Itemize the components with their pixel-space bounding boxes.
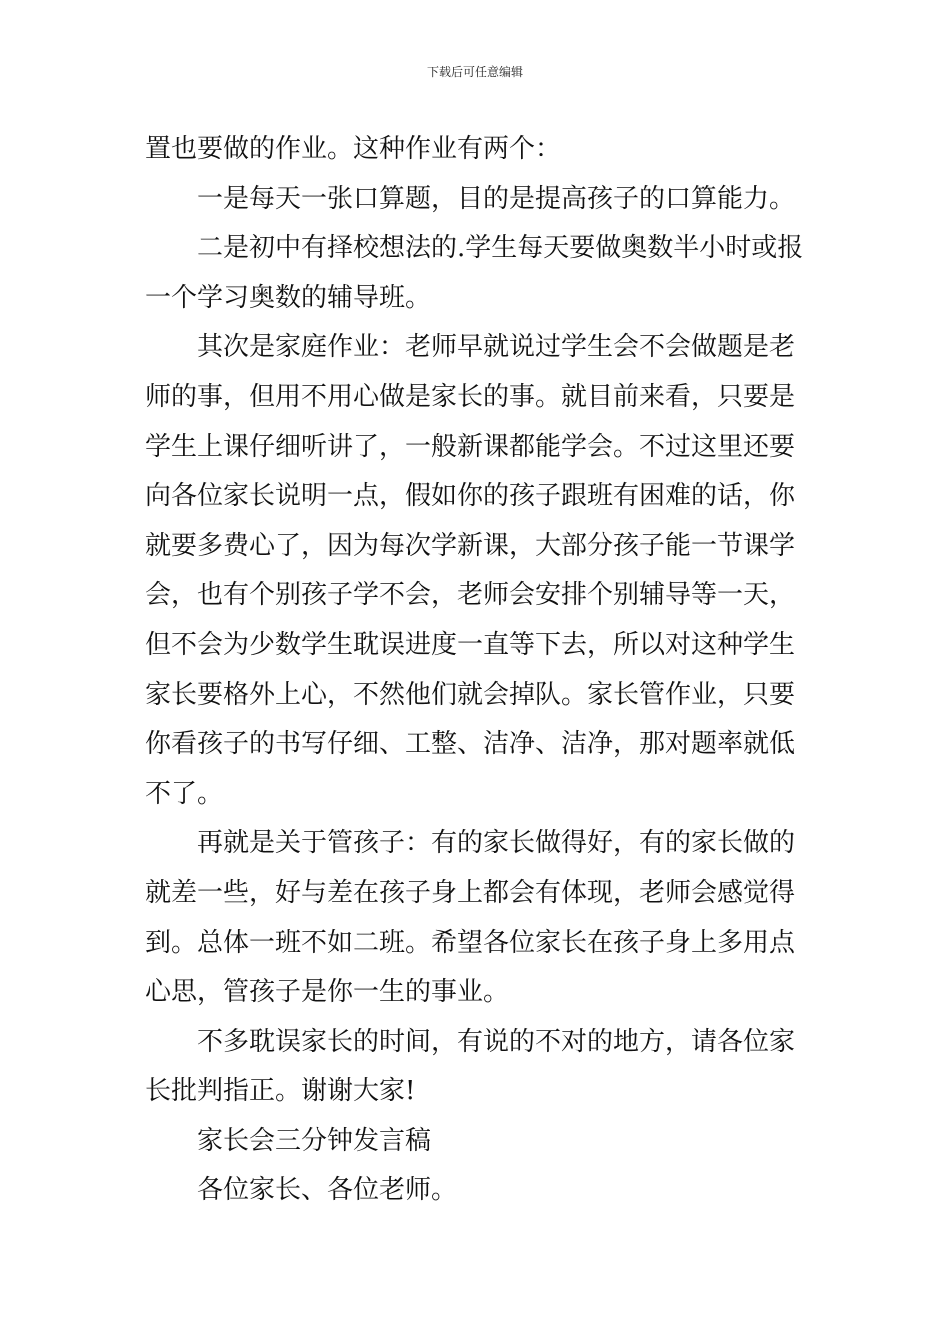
- text-line: 不了。: [145, 778, 224, 809]
- text-line: 一是每天一张口算题，目的是提高孩子的口算能力。: [197, 183, 796, 214]
- section-heading: 家长会三分钟发言稿: [197, 1125, 432, 1156]
- text-line: 师的事，但用不用心做是家长的事。就目前来看，只要是: [145, 381, 796, 412]
- text-line: 其次是家庭作业：老师早就说过学生会不会做题是老: [197, 332, 796, 363]
- text-line: 就差一些，好与差在孩子身上都会有体现，老师会感觉得: [145, 877, 796, 908]
- document-body: [145, 125, 810, 1216]
- text-line: 再就是关于管孩子：有的家长做得好，有的家长做的: [197, 828, 796, 859]
- text-line: 到。总体一班不如二班。希望各位家长在孩子身上多用点: [145, 927, 796, 958]
- text-line: 不多耽误家长的时间，有说的不对的地方，请各位家: [197, 1026, 796, 1057]
- text-line: 心思，管孩子是你一生的事业。: [145, 977, 510, 1008]
- text-line: 家长要格外上心，不然他们就会掉队。家长管作业，只要: [145, 679, 796, 710]
- text-line: 长批判指正。谢谢大家!: [145, 1076, 416, 1107]
- text-line: 二是初中有择校想法的.学生每天要做奥数半小时或报: [197, 233, 804, 264]
- text-line: 你看孩子的书写仔细、工整、洁净、洁净，那对题率就低: [145, 729, 796, 760]
- text-line: 就要多费心了，因为每次学新课，大部分孩子能一节课学: [145, 530, 796, 561]
- text-line: 一个学习奥数的辅导班。: [145, 282, 432, 313]
- text-line: 学生上课仔细听讲了，一般新课都能学会。不过这里还要: [145, 431, 796, 462]
- text-line: 向各位家长说明一点，假如你的孩子跟班有困难的话，你: [145, 481, 796, 512]
- text-line: 置也要做的作业。这种作业有两个：: [145, 134, 562, 164]
- text-line: 但不会为少数学生耽误进度一直等下去，所以对这种学生: [145, 629, 796, 660]
- text-line: 会，也有个别孩子学不会，老师会安排个别辅导等一天，: [145, 580, 796, 611]
- page-header: 下载后可任意编辑: [426, 65, 523, 79]
- salutation: 各位家长、各位老师。: [197, 1175, 458, 1206]
